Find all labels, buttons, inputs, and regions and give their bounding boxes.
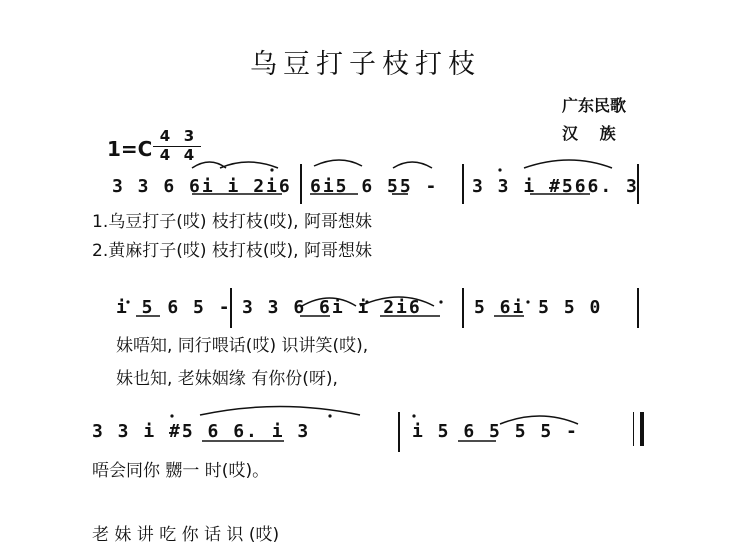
measure-8: i 5 6 5 5 5 - [412, 421, 579, 442]
lyric-verse-2: 老 妹 讲 吃 你 话 识 (哎) [92, 525, 280, 545]
barline [230, 288, 232, 328]
measure-5: 3 3 6 6i i 2i6 [242, 297, 422, 318]
measure-1: 3 3 6 6i i 2i6 [112, 176, 292, 197]
key-signature: 1=C [107, 137, 153, 161]
barline [462, 164, 464, 204]
barline [637, 288, 639, 328]
measure-3: 3 3 i #566. 3 [472, 176, 639, 197]
score-sheet: 乌豆打子枝打枝 广东民歌 汉 族 1=C 4 4 3 4 3 3 6 6i i 2i6 6i5 6 55 - 3 3 i #566. 3 1.乌豆打子(哎) 枝打枝(哎), 阿哥想妹 2.黄麻打子(哎) 枝打枝(哎), 阿哥想妹 i 5 6 5 - 3 3 6 6i i 2i6 5 6i 5 5 0 妹唔知, 同行喂话(哎) 识讲笑(哎), 妹也知, 老妹姻缘 有你份(呀), 3 3 i #5 6 6. i 3 i 5 6 5 5 5 - 唔会同你 嬲一 时(哎)。 老 妹 讲 吃 你 话 识 (哎) [0, 0, 731, 529]
measure-2: 6i5 6 55 - [310, 176, 439, 197]
barline [300, 164, 302, 204]
barline [637, 164, 639, 204]
lyric-verse-1: 唔会同你 嬲一 时(哎)。 [92, 461, 270, 481]
song-title: 乌豆打子枝打枝 [250, 49, 481, 80]
measure-6: 5 6i 5 5 0 [474, 297, 603, 318]
measure-4: i 5 6 5 - [116, 297, 232, 318]
final-barline [633, 412, 644, 446]
song-ethnicity: 汉 族 [562, 124, 624, 143]
lyric-verse-2: 妹也知, 老妹姻缘 有你份(呀), [116, 369, 338, 389]
song-origin: 广东民歌 [562, 96, 627, 115]
measure-7: 3 3 i #5 6 6. i 3 [92, 421, 311, 442]
cropped-lyric-row [0, 508, 731, 545]
lyric-verse-2: 2.黄麻打子(哎) 枝打枝(哎), 阿哥想妹 [92, 241, 372, 261]
lyric-verse-1: 妹唔知, 同行喂话(哎) 识讲笑(哎), [116, 336, 369, 356]
barline [398, 412, 400, 452]
barline [462, 288, 464, 328]
lyric-verse-1: 1.乌豆打子(哎) 枝打枝(哎), 阿哥想妹 [92, 212, 372, 232]
